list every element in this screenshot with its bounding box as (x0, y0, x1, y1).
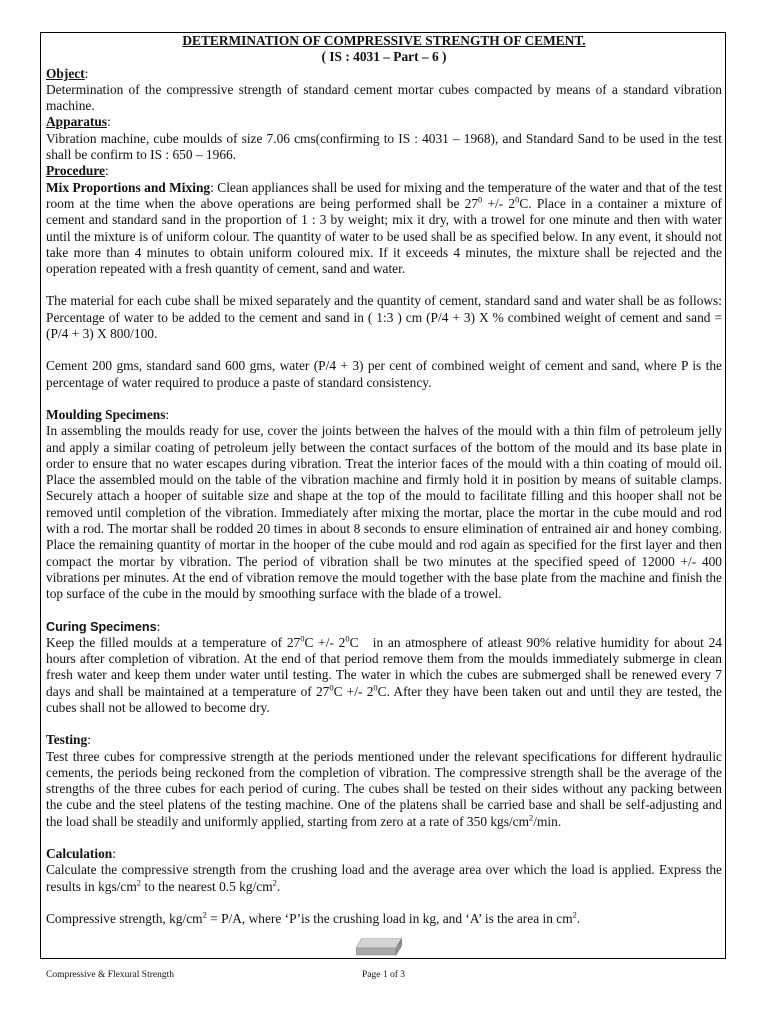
formula-text-2: = P/A, where ‘P’is the crushing load in kg, and ‘A’ is the area in cm (206, 910, 573, 926)
calculation-text (46, 862, 722, 895)
mix-text-a: : Clean appliances shall be used for mixing and the temperature of the water and that of the test room at the time when the above operations are being performed shall be 27 (46, 179, 722, 211)
apparatus-text: Vibration machine, cube moulds of size 7.06 cms(confirming to IS : 4031 – 1968), and Standard Sand to be used in the test shall be confirm to IS : 650 – 1966. (46, 130, 722, 163)
document-subtitle: ( IS : 4031 – Part – 6 ) (321, 49, 447, 65)
testing-sup-1: 2 (529, 812, 534, 823)
apparatus-section: Apparatus: (46, 114, 111, 130)
curing-text-4: in an atmosphere of atleast 90% relative humidity for about 24 hours after completion of vibration. At the end of that period remove them from the moulds immediately submerge in clean fresh water and keep them under water until testing. The water in which the cubes are submerged shall be renewed every 7 days and shall be maintained at a temperature of 27 (46, 634, 722, 699)
calculation-sup-1: 2 (136, 877, 142, 888)
moulding-heading: Moulding Specimens (46, 406, 166, 422)
curing-text-1: Keep the filled moulds at a temperature of 27 (46, 634, 301, 650)
calculation-text-3: . (276, 878, 281, 894)
calculation-text-1: Calculate the compressive strength from the crushing load and the average area over which the load is applied. Express the results in kgs/cm (46, 862, 722, 894)
mix-sup-2: 0 (515, 194, 520, 205)
mix-text-c: C. Place in a container a mixture of cement and standard sand in the proportion of 1 : 3 by weight; mix it dry, with a trowel for one minute and then with water until the mixture is of uniform colour. The quantity of water to be used shall be as specified below. In any event, it should not take more than 4 minutes to obtain uniform coloured mix. If it exceeds 4 minutes, the mixture shall be rejected and the operation repeated with a fresh quantity of cement, sand and water. (46, 195, 722, 277)
object-text: Determination of the compressive strength of standard cement mortar cubes compacted by means of a standard vibration machine. (46, 81, 722, 114)
curing-text-6: C. After they have been taken out and until they are tested, the cubes shall not be allowed to become dry. (46, 683, 722, 715)
testing-text-1: Test three cubes for compressive strength at the periods mentioned under the relevant specifications for different hydraulic cements, the periods being reckoned from the completion of vibration. The compressive strength shall be the average of the strengths of the three cubes for each period of curing. The cubes shall be tested on their sides without any packing between the cube and the steel platens of the testing machine. One of the platens shall be carried base and shall be self-adjusting and the load shall be steadily and uniformly applied, starting from zero at a rate of 350 kgs/cm (46, 748, 722, 829)
formula-text-1: Compressive strength, kg/cm (46, 910, 203, 926)
formula-sup-1: 2 (202, 909, 207, 920)
procedure-section: Procedure: (46, 163, 109, 179)
curing-text-5: C +/- 2 (333, 683, 374, 699)
mix-paragraph-2: The material for each cube shall be mixed separately and the quantity of cement, standard sand and water shall be as follows: Percentage of water to be added to the cement and sand in ( 1:3 ) cm (P/4 + 3) X % combined weight of cement and sand = (P/4 + 3) X 800/100. (46, 293, 722, 342)
testing-section: Testing: (46, 732, 91, 748)
calculation-section: Calculation: (46, 846, 116, 862)
document-title: DETERMINATION OF COMPRESSIVE STRENGTH OF CEMENT. (182, 33, 586, 48)
calculation-sup-2: 2 (272, 877, 277, 888)
curing-text-2: C +/- 2 (304, 634, 346, 650)
curing-sup-1: 0 (300, 633, 305, 644)
footer-left: Compressive & Flexural Strength (46, 970, 174, 980)
moulding-text: In assembling the moulds ready for use, cover the joints between the halves of the mould with a thin film of petroleum jelly and apply a similar coating of petroleum jelly between the contact surfaces of the bottom of the mould and its base plate in order to ensure that no water escapes during vibration. Treat the interior faces of the mould with a thin coating of mould oil. Place the assembled mould on the table of the vibration machine and firmly hold it in position by means of suitable clamps. Securely attach a hooper of suitable size and shape at the top of the mould to facilitate filling and this hooper shall not be removed until completion of the vibration. Immediately after mixing the mortar, place the mortar in the cube mould and rod with a rod. The mortar shall be rodded 20 times in about 8 seconds to ensure elimination of entrained air and honey combing. Place the remaining quantity of mortar in the hooper of the cube mould and rod again as specified for the first layer and then compact the mortar by vibration. The period of vibration shall be two minutes at the specified speed of 12000 +/- 400 vibrations per minutes. At the end of vibration remove the mould together with the base plate from the machine and finish the top surface of the cube in the mould by smoothing surface with the blade of a trowel. (46, 423, 722, 602)
formula-text-3: . (576, 910, 581, 926)
moulding-section: Moulding Specimens: (46, 406, 170, 422)
object-section: Object: (46, 65, 89, 81)
calculation-text-2: to the nearest 0.5 kg/cm (141, 878, 273, 894)
testing-text-2: /min. (533, 813, 562, 829)
object-heading: Object (46, 65, 85, 81)
mix-text-b: +/- 2 (482, 195, 516, 211)
formula-line (46, 911, 722, 927)
mix-paragraph-1 (46, 180, 722, 278)
mix-heading: Mix Proportions and Mixing (46, 179, 211, 195)
apparatus-heading: Apparatus (46, 114, 108, 130)
document-body (46, 32, 722, 927)
curing-section: Curing Specimens: (46, 618, 161, 634)
curing-sup-4: 0 (373, 682, 378, 693)
mix-sup-1: 0 (478, 194, 483, 205)
curing-text-3: C (349, 634, 359, 650)
page-number: Page 1 of 3 (362, 970, 406, 980)
curing-sup-3: 0 (329, 682, 334, 693)
curing-text (46, 635, 722, 716)
cube-slab-illustration (356, 938, 402, 956)
testing-heading: Testing (46, 732, 88, 748)
procedure-heading: Procedure (46, 163, 106, 179)
curing-sup-2: 0 (345, 633, 350, 644)
testing-text (46, 749, 722, 830)
formula-sup-2: 2 (572, 909, 577, 920)
calculation-heading: Calculation (46, 846, 113, 862)
curing-heading: Curing Specimens (46, 619, 157, 634)
mix-paragraph-3: Cement 200 gms, standard sand 600 gms, water (P/4 + 3) per cent of combined weight of cement and sand, where P is the percentage of water required to produce a paste of standard consistency. (46, 358, 722, 390)
